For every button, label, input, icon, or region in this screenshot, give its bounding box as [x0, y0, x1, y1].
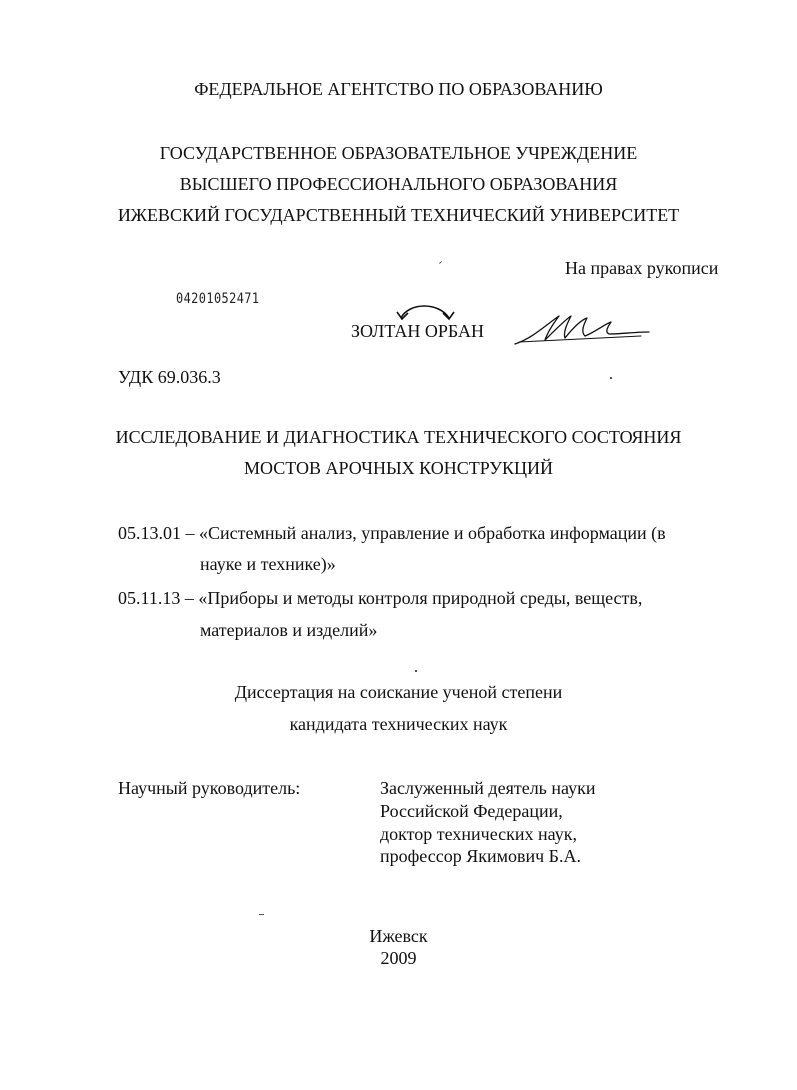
author-name: ЗОЛТАН ОРБАН [351, 321, 485, 341]
specialty-1-line-2: науке и технике)» [200, 554, 336, 574]
specialty-1-line-1: 05.13.01 – «Системный анализ, управление и обработка информации (в [118, 523, 666, 543]
title-line-2: МОСТОВ АРОЧНЫХ КОНСТРУКЦИЙ [243, 458, 554, 478]
signature-icon [513, 310, 653, 350]
supervisor-label: Научный руководитель: [118, 778, 301, 798]
scan-speck [415, 670, 417, 672]
city: Ижевск [369, 926, 428, 946]
scan-speck [610, 377, 612, 379]
specialty-2-line-1: 05.11.13 – «Приборы и методы контроля природной среды, веществ, [118, 588, 643, 608]
title-line-1: ИССЛЕДОВАНИЕ И ДИАГНОСТИКА ТЕХНИЧЕСКОГО СОСТОЯНИЯ [115, 427, 682, 447]
supervisor-line-1: Заслуженный деятель науки [380, 778, 596, 798]
supervisor-line-2: Российской Федерации, [380, 801, 563, 821]
scan-speck [259, 914, 264, 915]
degree-line-1: Диссертация на соискание ученой степени [234, 682, 563, 702]
registration-number-stamp: 04201052471 [176, 291, 260, 307]
institution-line-2: ВЫСШЕГО ПРОФЕССИОНАЛЬНОГО ОБРАЗОВАНИЯ [179, 174, 618, 194]
institution-line-1: ГОСУДАРСТВЕННОЕ ОБРАЗОВАТЕЛЬНОЕ УЧРЕЖДЕНИЕ [159, 143, 638, 163]
swap-mark-icon [395, 298, 457, 322]
year: 2009 [380, 948, 417, 968]
agency-heading: ФЕДЕРАЛЬНОЕ АГЕНТСТВО ПО ОБРАЗОВАНИЮ [194, 79, 603, 99]
manuscript-note: На правах рукописи [565, 258, 719, 278]
supervisor-line-4: профессор Якимович Б.А. [380, 846, 582, 866]
udc-code: УДК 69.036.3 [118, 367, 221, 387]
degree-line-2: кандидата технических наук [289, 714, 508, 734]
institution-line-3: ИЖЕВСКИЙ ГОСУДАРСТВЕННЫЙ ТЕХНИЧЕСКИЙ УНИВЕРСИТЕТ [117, 205, 680, 225]
scan-speck [439, 261, 442, 264]
supervisor-line-3: доктор технических наук, [380, 824, 577, 844]
specialty-2-line-2: материалов и изделий» [200, 620, 378, 640]
